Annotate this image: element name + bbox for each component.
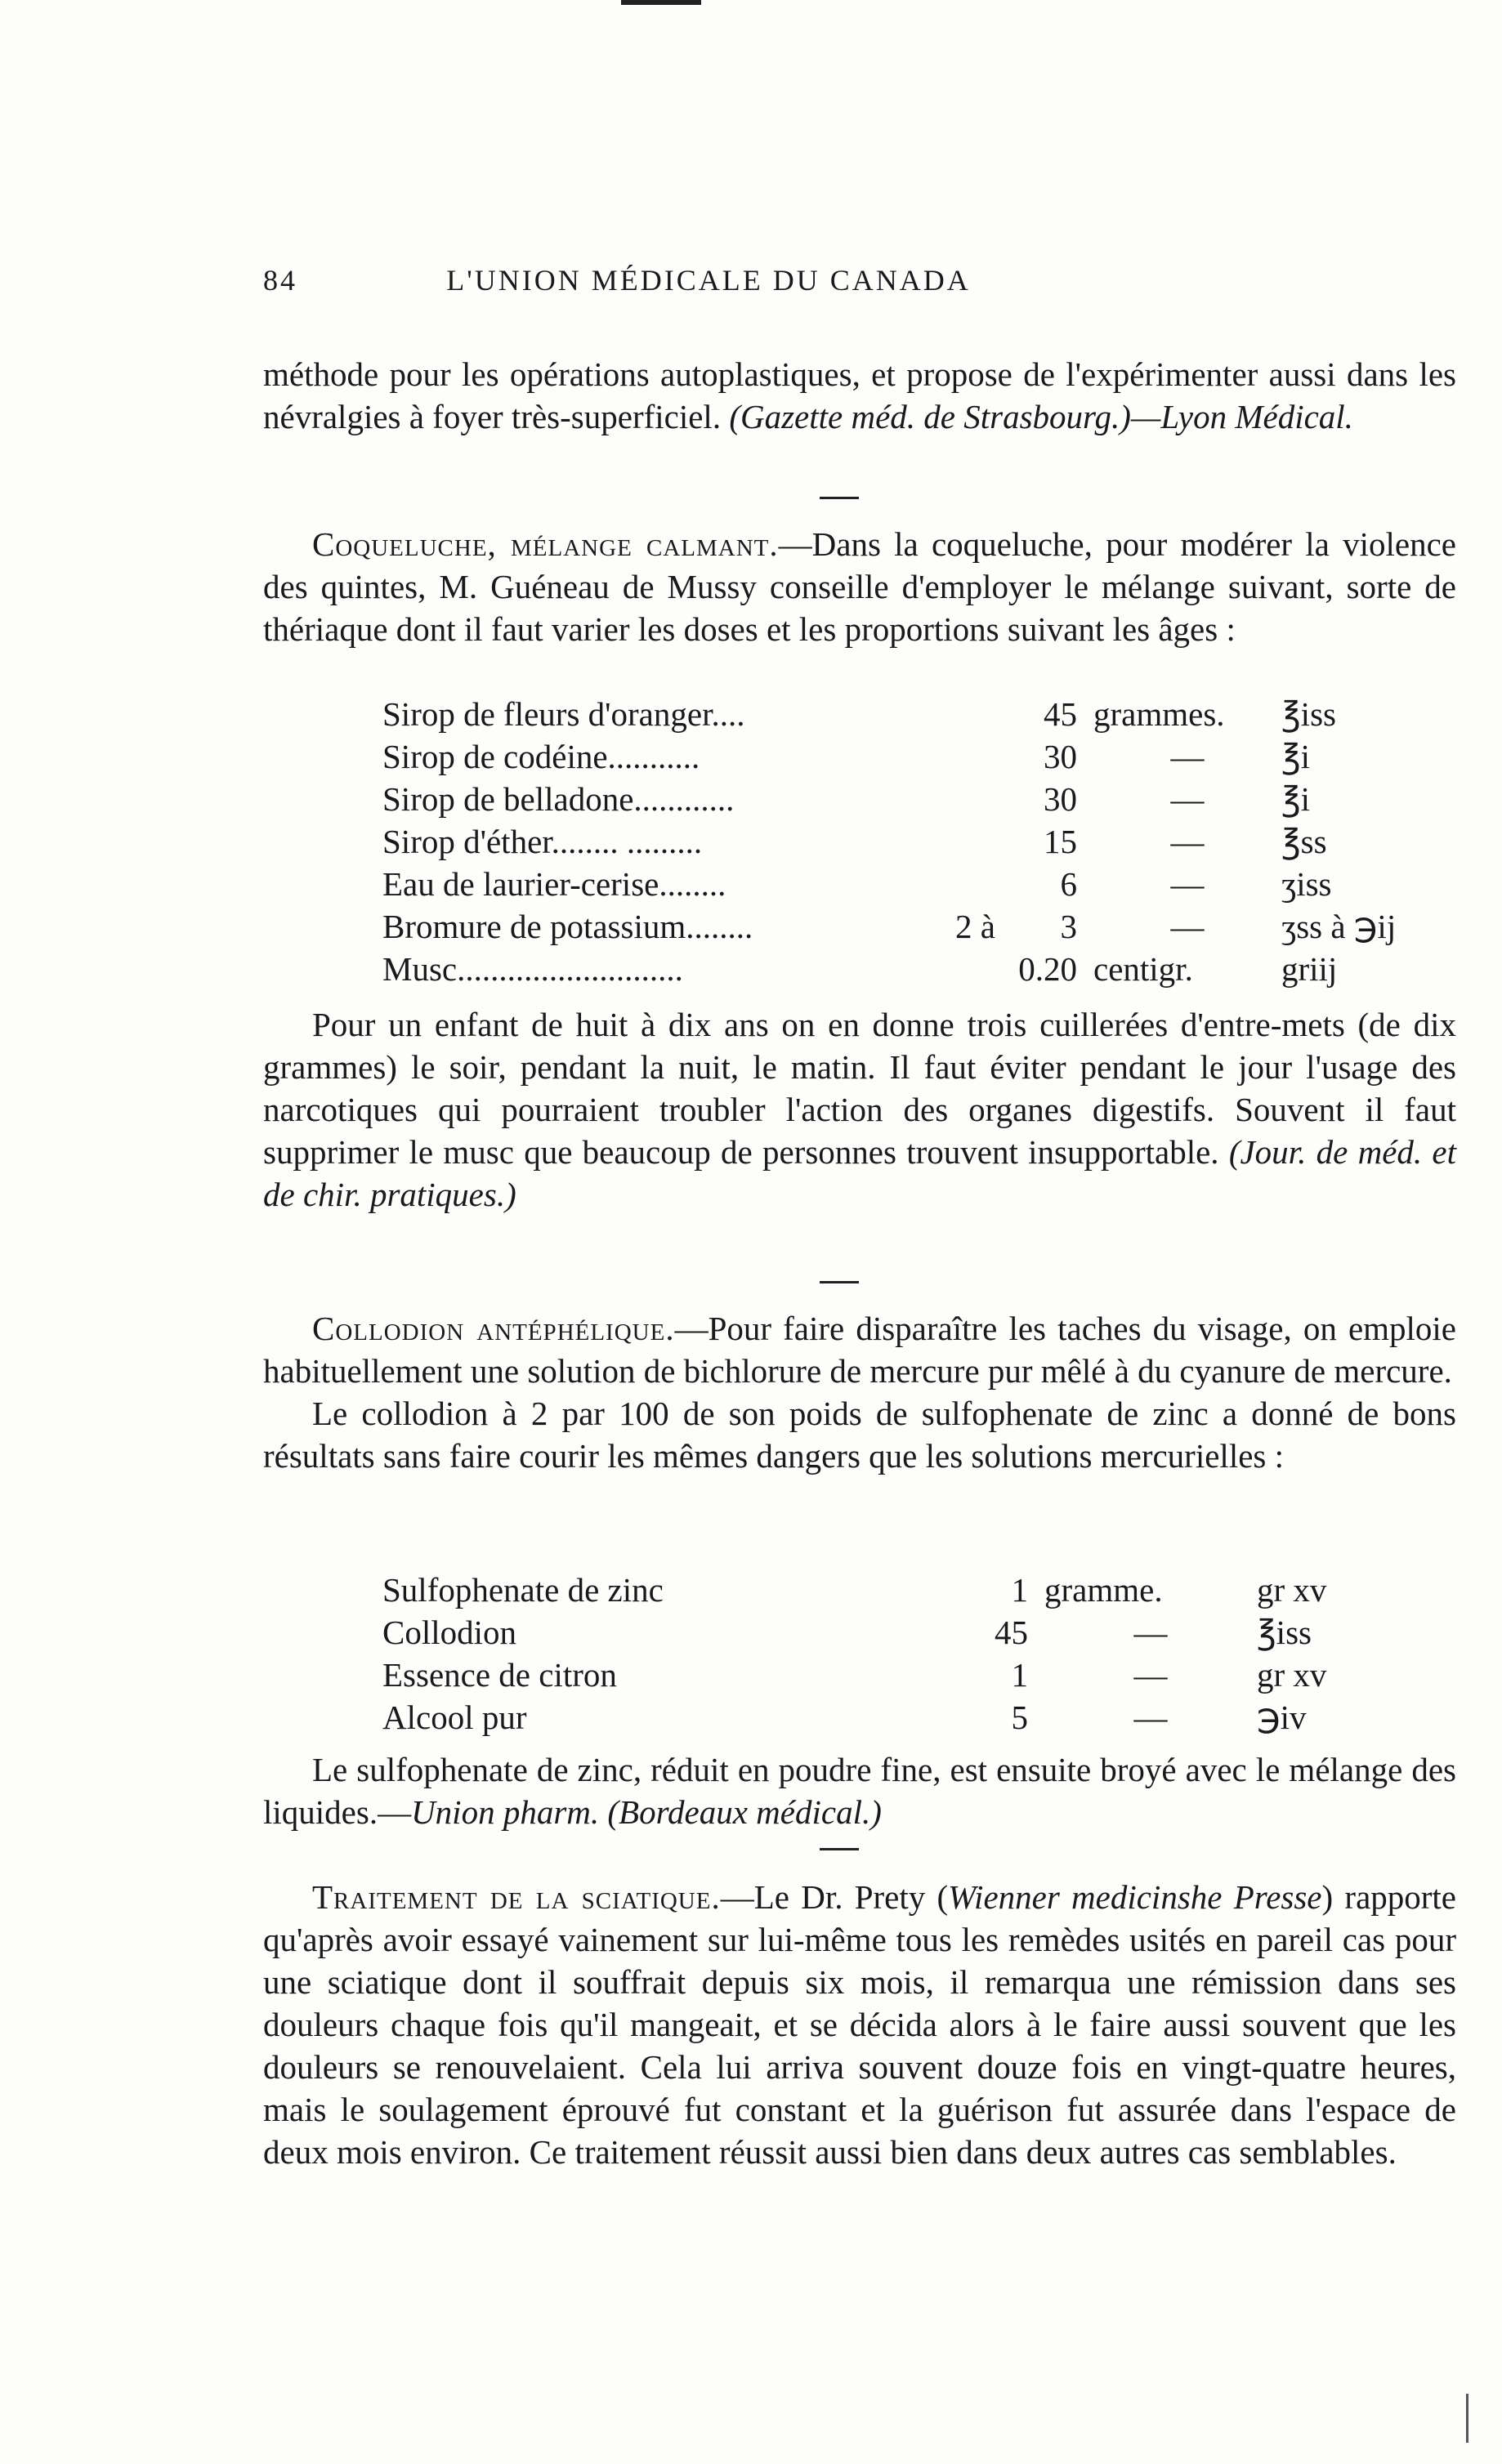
recipe-unit: centigr.: [1093, 950, 1193, 988]
recipe-qty: 30: [1044, 780, 1077, 818]
recipe-table-coqueluche: [382, 693, 1445, 990]
recipe-qty: 6: [1060, 865, 1077, 903]
section-title: Collodion antéphélique.: [312, 1310, 675, 1347]
citation: (Bordeaux médical.): [607, 1793, 882, 1831]
recipe-row: [382, 778, 1445, 820]
recipe-name: Sirop de belladone............: [382, 780, 735, 818]
recipe-apoth: ʒss à ℈ij: [1281, 908, 1397, 945]
recipe-unit: —: [1170, 780, 1205, 818]
paragraph-text: méthode pour les opérations autoplastiques, et propose de l'expérimenter aussi dans les névralgies à foyer très-superficiel.: [263, 355, 1456, 435]
recipe-apoth: ℥i: [1281, 738, 1311, 775]
section-text: —Le Dr. Prety (: [720, 1878, 949, 1916]
recipe-table-collodion: [382, 1569, 1420, 1739]
section-divider: [820, 497, 859, 499]
recipe-pre: 2 à: [955, 908, 995, 945]
recipe-row: [382, 1654, 1420, 1696]
recipe-row: [382, 1569, 1420, 1611]
recipe-row: [382, 693, 1445, 735]
recipe-apoth: gr xv: [1257, 1656, 1327, 1694]
section-text: Le collodion à 2 par 100 de son poids de sulfophenate de zinc a donné de bons résultats sans faire courir les mêmes dangers que les solutions mercurielles :: [263, 1395, 1456, 1475]
section-text: ) rapporte qu'après avoir essayé vainement sur lui-même tous les remèdes usités en pareil cas pour une sciatique dont il souffrait depuis six mois, il remarqua une rémission dans ses douleurs chaque fois qu'il mangeait, et se décida alors à le faire aussi souvent que les douleurs se renouvelaient. Cela lui arriva souvent douze fois en vingt-quatre heures, mais le soulagement éprouvé fut constant et la guérison fut assurée dans l'espace de deux mois environ. Ce traitement réussit aussi bien dans deux autres cas semblables.: [263, 1878, 1457, 2171]
recipe-apoth: ℈iv: [1257, 1698, 1307, 1736]
recipe-row: [382, 863, 1445, 905]
recipe-pre: [905, 735, 995, 778]
recipe-row: [382, 1696, 1420, 1739]
recipe-row: [382, 735, 1445, 778]
section-sciatique: [263, 1876, 1456, 2173]
recipe-unit: —: [1133, 1698, 1168, 1736]
page-number: 84: [263, 264, 297, 297]
recipe-qty: 45: [995, 1614, 1028, 1651]
recipe-apoth: griij: [1281, 950, 1338, 988]
section-text: Pour un enfant de huit à dix ans on en donne trois cuillerées d'entre-mets (de dix grammes) le soir, pendant la nuit, le matin. Il faut éviter pendant le jour l'usage des narcotiques qui pourraient troubler l'action des organes digestifs. Souvent il faut supprimer le musc que beaucoup de personnes trouvent insupportable.: [263, 1006, 1456, 1171]
citation: Wienner medicinshe Presse: [948, 1878, 1322, 1916]
recipe-unit: —: [1170, 738, 1205, 775]
recipe-apoth: ℥iss: [1257, 1614, 1312, 1651]
recipe-pre: [905, 693, 995, 735]
recipe-name: Sirop de fleurs d'oranger....: [382, 695, 745, 733]
recipe-pre: [905, 778, 995, 820]
recipe-qty: 1: [1011, 1656, 1028, 1694]
citation: Union pharm.: [411, 1793, 600, 1831]
recipe-name: Alcool pur: [382, 1698, 527, 1736]
recipe-qty: 1: [1011, 1571, 1028, 1609]
section-text: —Pour faire disparaître les taches du visage, on emploie habituellement une solution de bichlorure de mercure pur mêlé à du cyanure de mercure.: [263, 1310, 1457, 1390]
recipe-qty: 5: [1011, 1698, 1028, 1736]
recipe-name: Sirop de codéine...........: [382, 738, 700, 775]
top-edge-mark: [621, 0, 701, 5]
recipe-name: Sirop d'éther........ .........: [382, 823, 703, 860]
recipe-pre: [905, 948, 995, 990]
recipe-apoth: ℥iss: [1281, 695, 1336, 733]
page-header: [263, 263, 1154, 304]
recipe-qty: 30: [1044, 738, 1077, 775]
section-text: —Dans la coqueluche, pour modérer la violence des quintes, M. Guéneau de Mussy conseille d'employer le mélange suivant, sorte de thériaque dont il faut varier les doses et les proportions suivant les âges :: [263, 525, 1456, 648]
recipe-name: Bromure de potassium........: [382, 908, 753, 945]
recipe-apoth: ʒiss: [1281, 865, 1332, 903]
section-collodion-continued: [263, 1748, 1456, 1833]
section-collodion: [263, 1307, 1456, 1477]
side-edge-mark: [1466, 2394, 1468, 2443]
recipe-apoth: ℥ss: [1281, 823, 1327, 860]
recipe-row: [382, 1611, 1420, 1654]
recipe-unit: —: [1170, 823, 1205, 860]
recipe-qty: 0.20: [1018, 950, 1077, 988]
citation: (Jour. de méd. et de chir. pratiques.): [263, 1133, 1456, 1213]
recipe-unit: —: [1133, 1614, 1168, 1651]
section-divider: [820, 1848, 859, 1850]
recipe-name: Musc...........................: [382, 950, 683, 988]
citation: (Gazette méd. de Strasbourg.)—Lyon Médical.: [729, 398, 1353, 435]
recipe-name: Essence de citron: [382, 1656, 617, 1694]
section-title: Traitement de la sciatique.: [312, 1878, 721, 1916]
section-coqueluche: [263, 523, 1456, 650]
paragraph-continuation: [263, 353, 1456, 438]
section-divider: [820, 1281, 859, 1283]
section-title: Coqueluche, mélange calmant.: [312, 525, 779, 563]
recipe-pre: [905, 820, 995, 863]
section-text: Le sulfophenate de zinc, réduit en poudre fine, est ensuite broyé avec le mélange des liquides.—: [263, 1751, 1456, 1831]
recipe-unit: grammes.: [1093, 695, 1225, 733]
recipe-name: Eau de laurier-cerise........: [382, 865, 726, 903]
recipe-apoth: ℥i: [1281, 780, 1311, 818]
recipe-name: Collodion: [382, 1614, 517, 1651]
section-coqueluche-continued: [263, 1003, 1456, 1216]
recipe-pre: [905, 863, 995, 905]
recipe-unit: —: [1133, 1656, 1168, 1694]
running-head: L'UNION MÉDICALE DU CANADA: [446, 264, 971, 297]
recipe-name: Sulfophenate de zinc: [382, 1571, 664, 1609]
recipe-unit: gramme.: [1044, 1571, 1163, 1609]
recipe-row: [382, 905, 1445, 948]
recipe-apoth: gr xv: [1257, 1571, 1327, 1609]
recipe-unit: —: [1170, 865, 1205, 903]
recipe-qty: 45: [1044, 695, 1077, 733]
recipe-qty: 3: [1060, 908, 1077, 945]
recipe-qty: 15: [1044, 823, 1077, 860]
recipe-unit: —: [1170, 908, 1205, 945]
recipe-row: [382, 820, 1445, 863]
recipe-row: [382, 948, 1445, 990]
